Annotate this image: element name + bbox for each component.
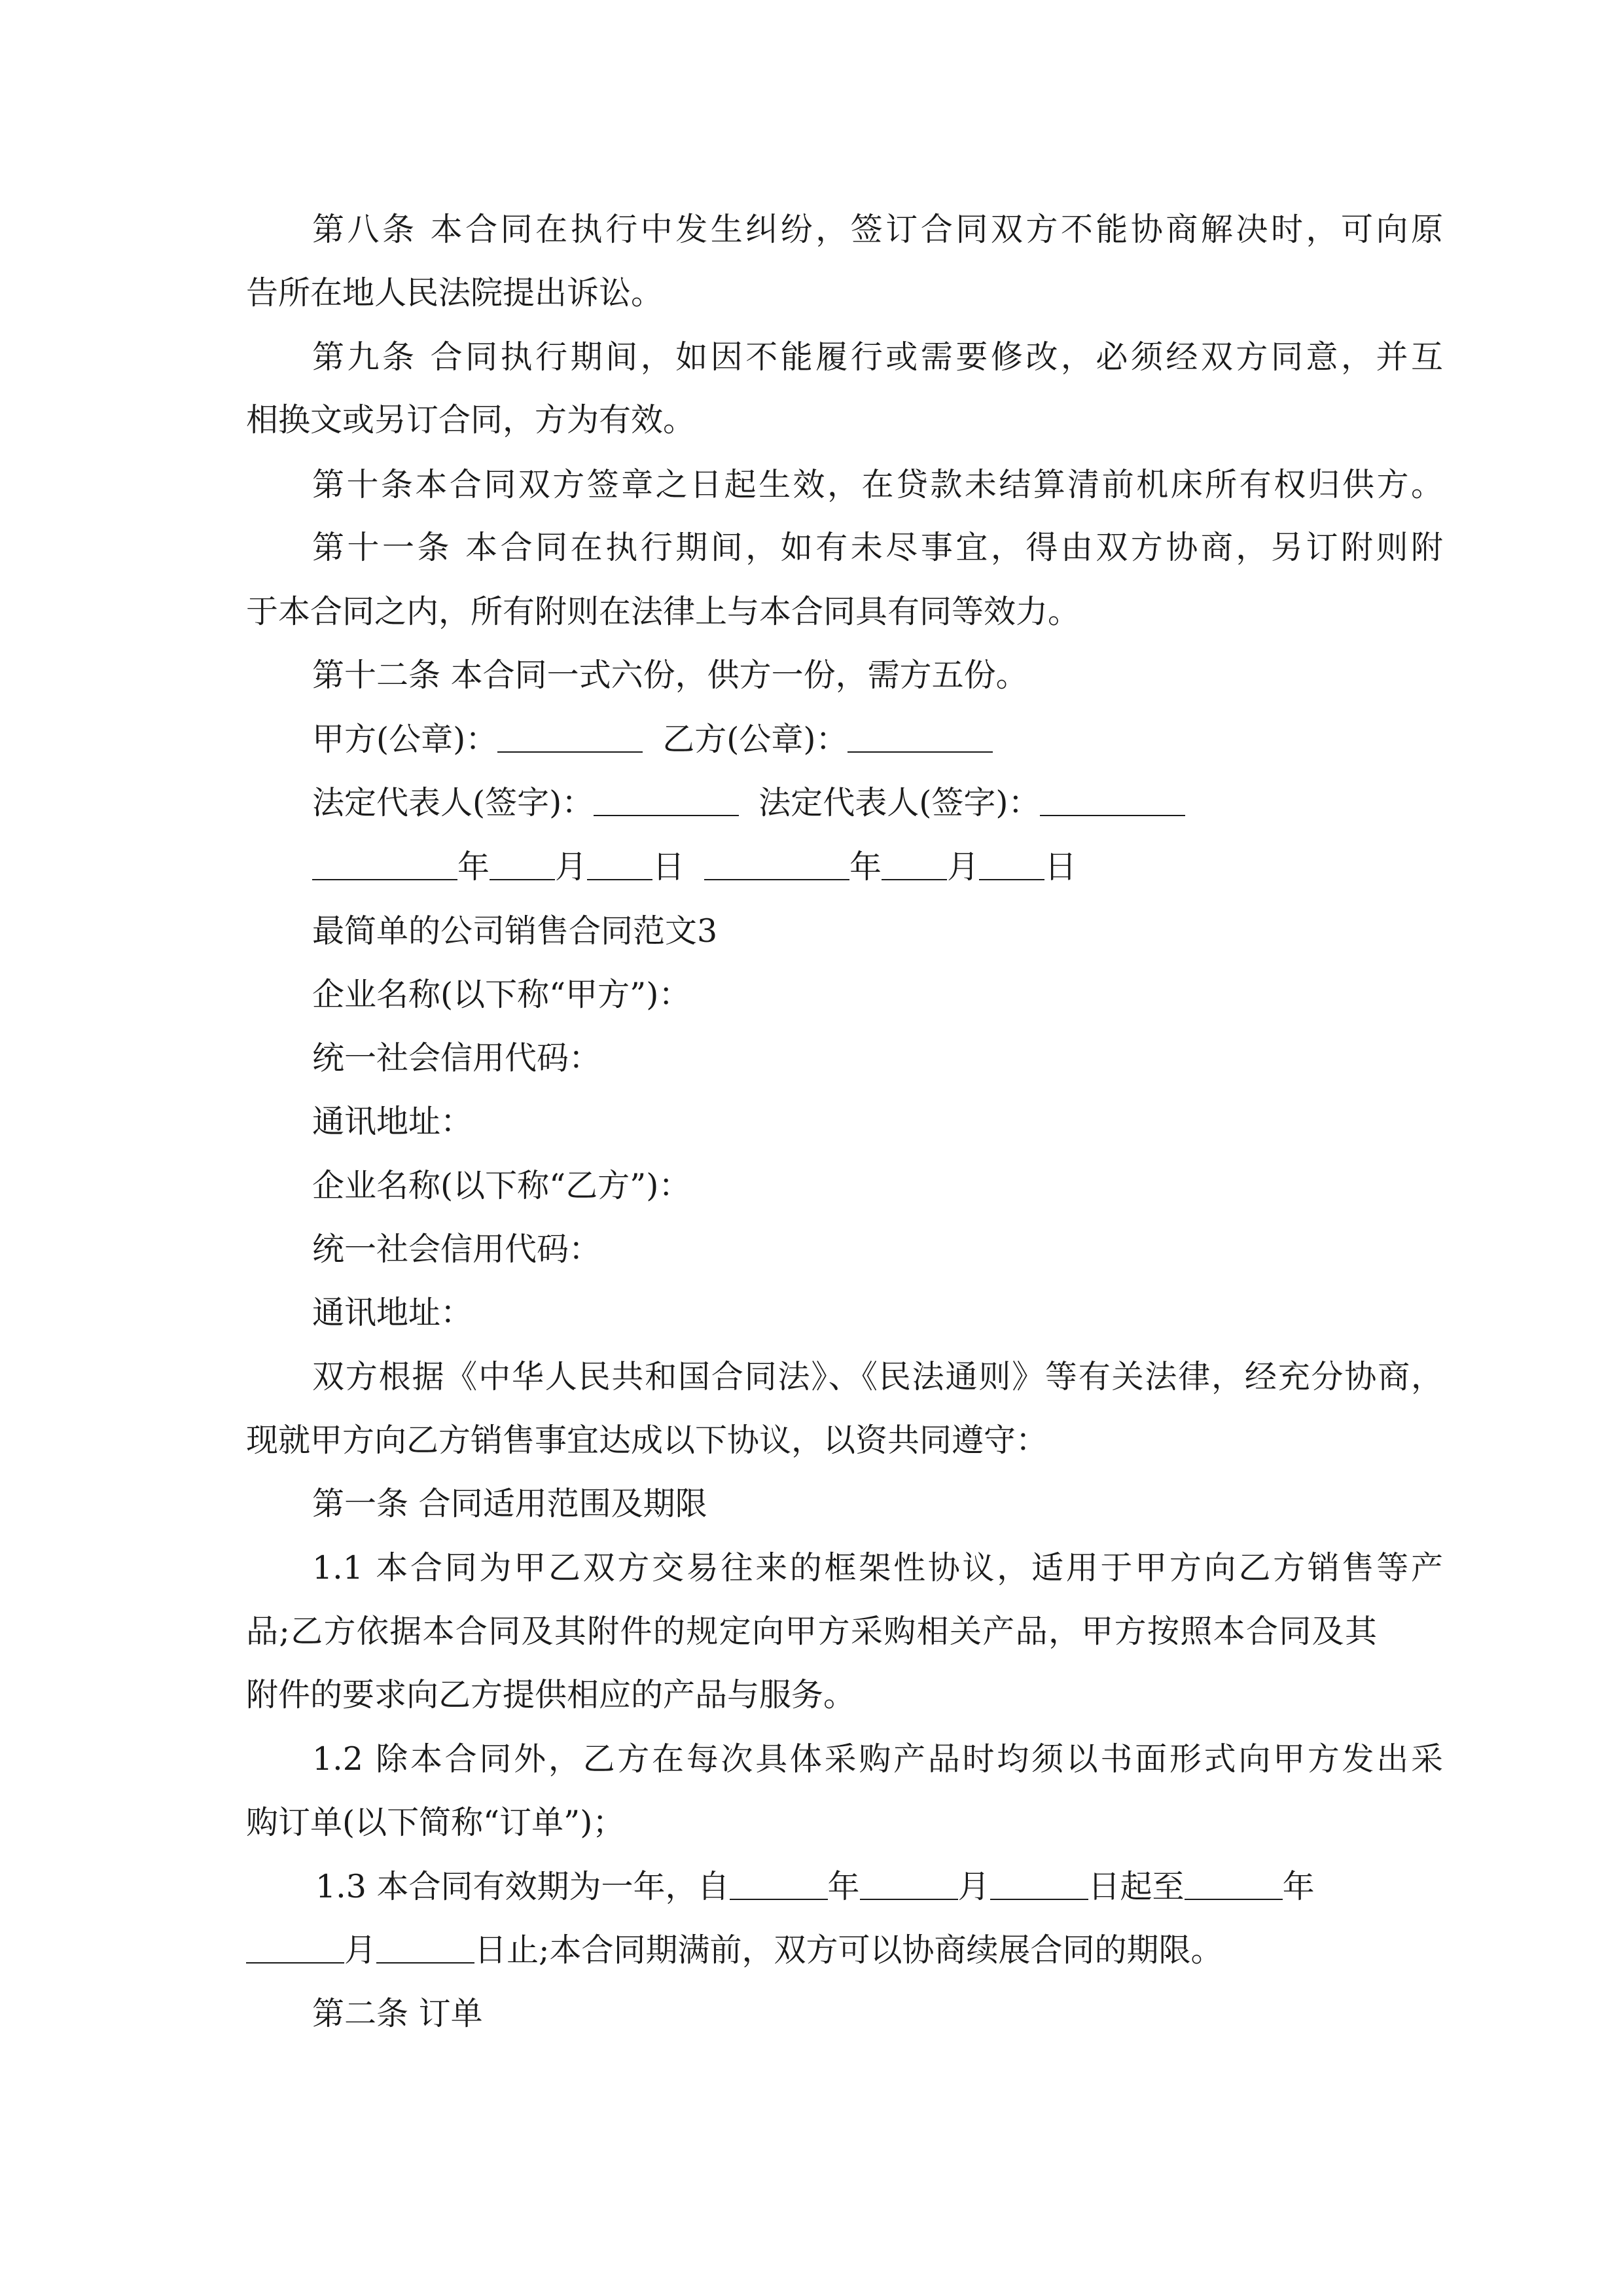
date-b-month-label: 月 (947, 848, 980, 886)
start-day-blank (990, 1870, 1088, 1900)
end-month-blank (246, 1933, 344, 1964)
party-a-seal-label: 甲方(公章)： (312, 721, 498, 758)
party-a-rep-label: 法定代表人(签字)： (312, 784, 594, 821)
end-year-label: 年 (1282, 1868, 1315, 1905)
party-b-address: 通讯地址： (312, 1294, 473, 1331)
party-b-credit-code: 统一社会信用代码： (312, 1230, 601, 1268)
end-day-blank (376, 1933, 474, 1964)
paragraph-article-9: 第九条 合同执行期间，如因不能履行或需要修改，必须经双方同意，并互 (312, 338, 1443, 376)
date-a-day-blank (587, 850, 652, 880)
section-title: 最简单的公司销售合同范文3 (312, 912, 718, 950)
party-b-seal-label: 乙方(公章)： (662, 721, 848, 758)
paragraph-article-9-cont: 相换文或另订合同，方为有效。 (246, 401, 696, 439)
party-b-rep-label: 法定代表人(签字)： (758, 784, 1041, 821)
paragraph-article-10: 第十条本合同双方签章之日起生效，在贷款未结算清前机床所有权归供方。 (312, 466, 1443, 503)
start-to-label: 日起至 (1088, 1868, 1185, 1905)
start-month-label: 月 (957, 1868, 990, 1905)
end-year-blank (1185, 1870, 1283, 1900)
end-month-label: 月 (344, 1931, 377, 1969)
date-b-month-blank (882, 850, 947, 880)
clause-1-2: 1.2 除本合同外，乙方在每次具体采购产品时均须以书面形式向甲方发出采 (312, 1740, 1443, 1778)
paragraph-article-12: 第十二条 本合同一式六份，供方一份，需方五份。 (312, 656, 1028, 694)
paragraph-preamble: 双方根据《中华人民共和国合同法》、《民法通则》等有关法律，经充分协商， (312, 1358, 1443, 1395)
start-year-blank (730, 1870, 828, 1900)
date-b-year-blank (704, 850, 849, 880)
paragraph-article-11-cont: 于本合同之内，所有附则在法律上与本合同具有同等效力。 (246, 593, 1080, 630)
clause-1-3-text: 1.3 本合同有效期为一年，自 (315, 1868, 730, 1905)
signature-rep-line (312, 783, 1185, 823)
party-a-company-name: 企业名称(以下称“甲方”)： (312, 976, 691, 1013)
date-a-month-blank (490, 850, 555, 880)
party-a-address: 通讯地址： (312, 1103, 473, 1140)
date-b-day-label: 日 (1044, 848, 1077, 886)
clause-1-3-end-text: 日止;本合同期满前，双方可以协商续展合同的期限。 (474, 1931, 1223, 1969)
signature-seal-line (312, 720, 993, 759)
date-b-day-blank (979, 850, 1044, 880)
paragraph-preamble-cont: 现就甲方向乙方销售事宜达成以下协议，以资共同遵守： (246, 1422, 1048, 1459)
clause-1-3 (315, 1867, 1315, 1907)
party-b-rep-blank (1040, 786, 1185, 816)
paragraph-article-8: 第八条 本合同在执行中发生纠纷，签订合同双方不能协商解决时，可向原 (312, 211, 1443, 248)
date-a-year-label: 年 (457, 848, 490, 886)
signature-date-line (312, 848, 1077, 887)
clause-1-1-cont-2: 附件的要求向乙方提供相应的产品与服务。 (246, 1676, 856, 1713)
clause-1-2-cont: 购订单(以下简称“订单”)； (246, 1804, 625, 1841)
clause-1-1-cont-1: 品;乙方依据本合同及其附件的规定向甲方采购相关产品，甲方按照本合同及其 (246, 1613, 1377, 1650)
clause-1-1: 1.1 本合同为甲乙双方交易往来的框架性协议，适用于甲方向乙方销售等产 (312, 1549, 1443, 1587)
paragraph-article-11: 第十一条 本合同在执行期间，如有未尽事宜，得由双方协商，另订附则附 (312, 529, 1443, 566)
paragraph-article-8-cont: 告所在地人民法院提出诉讼。 (246, 274, 664, 312)
clause-1-3-cont (246, 1931, 1223, 1970)
article-1-heading: 第一条 合同适用范围及期限 (312, 1485, 707, 1522)
party-b-company-name: 企业名称(以下称“乙方”)： (312, 1167, 691, 1204)
start-month-blank (860, 1870, 958, 1900)
article-2-heading: 第二条 订单 (312, 1995, 483, 2032)
date-a-year-blank (312, 850, 457, 880)
party-a-seal-blank (497, 723, 643, 753)
date-a-month-label: 月 (555, 848, 588, 886)
date-b-year-label: 年 (849, 848, 882, 886)
start-year-label: 年 (827, 1868, 860, 1905)
party-b-seal-blank (847, 723, 993, 753)
party-a-credit-code: 统一社会信用代码： (312, 1039, 601, 1077)
date-a-day-label: 日 (652, 848, 685, 886)
party-a-rep-blank (594, 786, 739, 816)
